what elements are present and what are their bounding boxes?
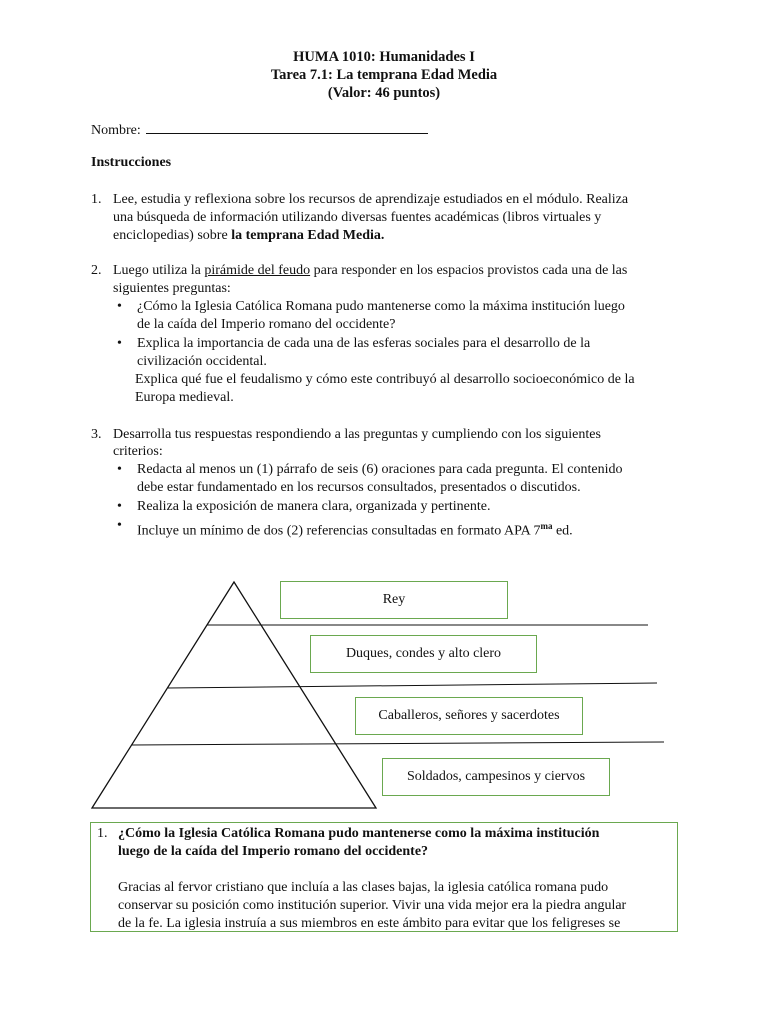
answer-question-line2: luego de la caída del Imperio romano del occidente?	[118, 844, 429, 859]
step2-bullet1-line2: de la caída del Imperio romano del occidente?	[137, 317, 396, 332]
bullet-icon: •	[117, 499, 122, 514]
answer-text-line1: Gracias al fervor cristiano que incluía a las clases bajas, la iglesia católica romana pudo	[118, 880, 609, 895]
assignment-title: Tarea 7.1: La temprana Edad Media	[270, 67, 498, 83]
step3-bullet1-line2: debe estar fundamentado en los recursos consultados, presentados o discutidos.	[137, 480, 581, 495]
bullet-icon: •	[117, 462, 122, 477]
step2-bullet1-line1: ¿Cómo la Iglesia Católica Romana pudo mantenerse como la máxima institución luego	[137, 299, 625, 314]
step3-bullet3-post: ed.	[552, 523, 573, 539]
step3-line1: Desarrolla tus respuestas respondiendo a las preguntas y cumpliendo con los siguientes	[113, 427, 601, 442]
bullet-icon: •	[117, 299, 122, 314]
answer-number: 1.	[97, 826, 108, 841]
step3-number: 3.	[91, 427, 102, 442]
pyramid-level-nobles: Duques, condes y alto clero	[310, 635, 537, 673]
step1-line3-text: enciclopedias) sobre	[113, 228, 232, 243]
step1-line2: una búsqueda de información utilizando diversas fuentes académicas (libros virtuales y	[113, 210, 602, 225]
step1-line1: Lee, estudia y reflexiona sobre los recursos de aprendizaje estudiados en el módulo. Realiza	[113, 192, 629, 207]
course-title: HUMA 1010: Humanidades I	[293, 49, 475, 65]
bullet-icon: •	[117, 336, 122, 351]
step2-bullet2-line2: civilización occidental.	[137, 354, 267, 369]
answer-question-line1: ¿Cómo la Iglesia Católica Romana pudo mantenerse como la máxima institución	[118, 826, 600, 841]
bullet-icon: •	[117, 518, 122, 533]
pyramid-link[interactable]: pirámide del feudo	[204, 263, 311, 278]
pyramid-level-king: Rey	[280, 581, 508, 619]
step3-line2: criterios:	[113, 444, 163, 459]
step3-bullet3	[137, 517, 573, 541]
name-label: Nombre:	[91, 123, 141, 138]
assignment-value: (Valor: 46 puntos)	[327, 85, 441, 101]
step2-line2: siguientes preguntas:	[113, 281, 231, 296]
instructions-heading: Instrucciones	[91, 155, 172, 170]
answer-text-line2: conservar su posición como institución superior. Vivir una vida mejor era la piedra angular	[118, 898, 627, 913]
step3-bullet1-line1: Redacta al menos un (1) párrafo de seis (6) oraciones para cada pregunta. El contenido	[137, 462, 623, 477]
pyramid-level-knights: Caballeros, señores y sacerdotes	[355, 697, 583, 735]
name-row	[91, 119, 428, 140]
pyramid-divider-line	[168, 683, 657, 688]
answer-box	[90, 822, 678, 932]
step2-extra-line2: Europa medieval.	[135, 390, 234, 405]
step2-extra-line1: Explica qué fue el feudalismo y cómo este contribuyó al desarrollo socioeconómico de la	[135, 372, 635, 387]
step3-bullet3-text: Incluye un mínimo de dos (2) referencias consultadas en formato APA 7	[137, 523, 541, 539]
pyramid-level-peasants: Soldados, campesinos y ciervos	[382, 758, 610, 796]
step1-line3	[113, 227, 384, 245]
step2-line1-pre: Luego utiliza la	[113, 263, 205, 278]
step1-number: 1.	[91, 192, 102, 207]
pyramid-divider-line	[132, 742, 664, 745]
step2-line1	[113, 262, 627, 280]
answer-text-line3: de la fe. La iglesia instruía a sus miembros en este ámbito para evitar que los feligreses se	[118, 916, 621, 931]
edition-superscript: ma	[540, 521, 553, 531]
step2-bullet2-line1: Explica la importancia de cada una de las esferas sociales para el desarrollo de la	[137, 336, 591, 351]
name-blank-line	[146, 119, 428, 134]
step1-topic: la temprana Edad Media.	[231, 228, 385, 243]
step3-bullet2: Realiza la exposición de manera clara, organizada y pertinente.	[137, 499, 491, 514]
step2-line1-post: para responder en los espacios provistos cada una de las	[310, 263, 628, 278]
step2-number: 2.	[91, 263, 102, 278]
